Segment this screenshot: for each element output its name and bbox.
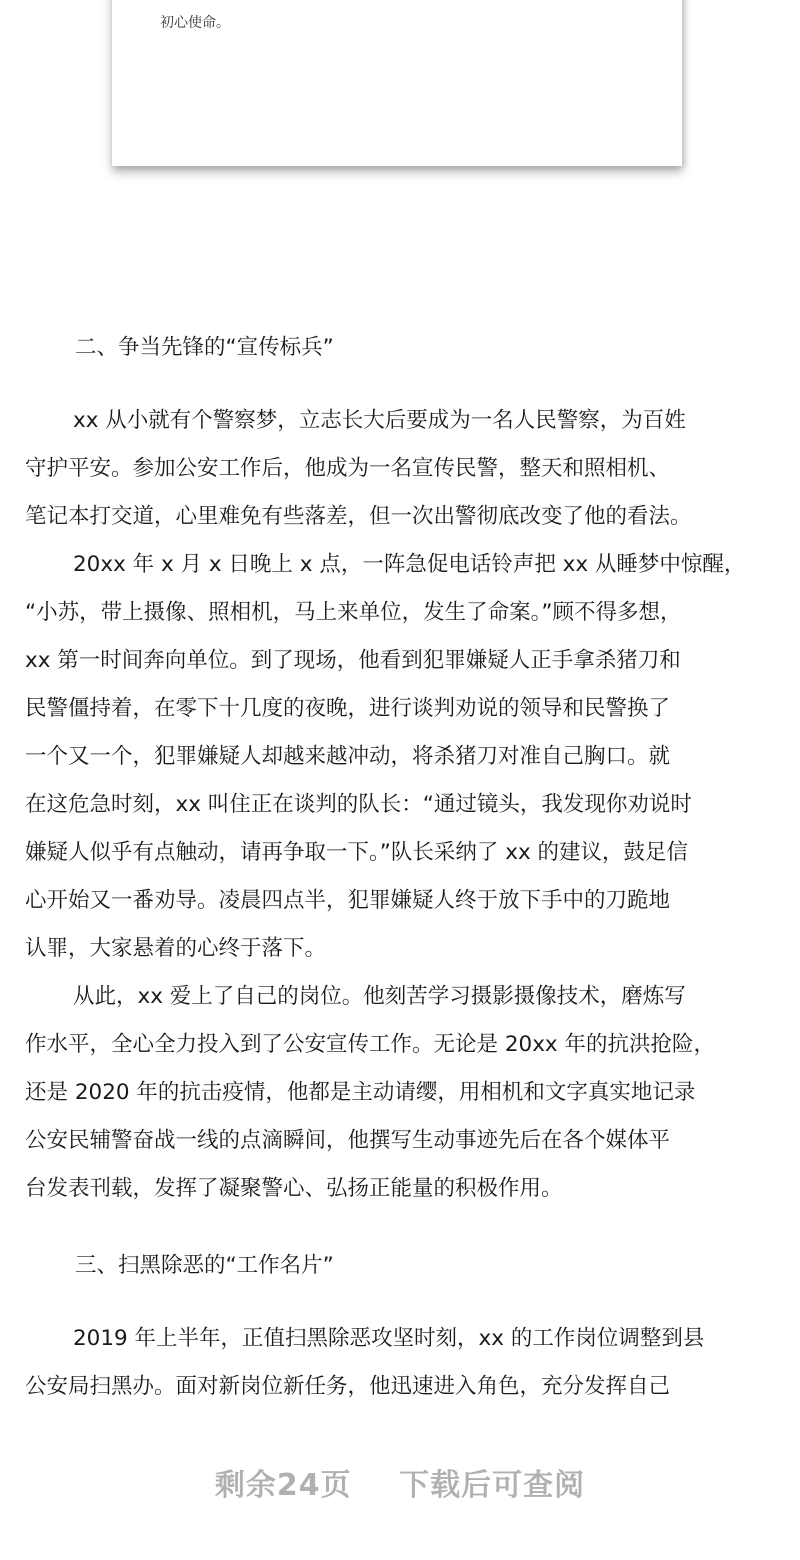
paragraph-line: 2019 年上半年，正值扫黑除恶攻坚时刻，xx 的工作岗位调整到县 [73,1326,705,1351]
paragraph-line: 公安民辅警奋战一线的点滴瞬间，他撰写生动事迹先后在各个媒体平 [25,1128,671,1153]
card-line: 初心使命。 [160,15,230,31]
remaining-pages-label: 剩余24页 [214,1468,352,1503]
paragraph-line: 台发表刊载，发挥了凝聚警心、弘扬正能量的积极作用。 [25,1176,563,1201]
card-text [160,0,650,38]
paragraph-line: 20xx 年 x 月 x 日晚上 x 点，一阵急促电话铃声把 xx 从睡梦中惊醒， [73,552,746,577]
paragraph-line: 在这危急时刻，xx 叫住正在谈判的队长：“通过镜头，我发现你劝说时 [25,792,692,817]
paragraph-line: 心开始又一番劝导。凌晨四点半，犯罪嫌疑人终于放下手中的刀跪地 [25,888,671,913]
paragraph-line: 笔记本打交道，心里难免有些落差，但一次出警彻底改变了他的看法。 [25,504,692,529]
section-2-heading: 二、争当先锋的“宣传标兵” [75,335,334,360]
download-hint-label: 下载后可查阅 [399,1468,586,1503]
paragraph-line: 守护平安。参加公安工作后，他成为一名宣传民警，整天和照相机、 [25,456,671,481]
remaining-pages-notice[interactable] [0,1460,800,1504]
paragraph-line: 公安局扫黑办。面对新岗位新任务，他迅速进入角色，充分发挥自己 [25,1374,671,1399]
paragraph-line: 嫌疑人似乎有点触动，请再争取一下。”队长采纳了 xx 的建议，鼓足信 [25,840,689,865]
paragraph-line: 民警僵持着，在零下十几度的夜晚，进行谈判劝说的领导和民警换了 [25,696,671,721]
paragraph-line: 从此，xx 爱上了自己的岗位。他刻苦学习摄影摄像技术，磨炼写 [73,984,686,1009]
paragraph-line: xx 第一时间奔向单位。到了现场，他看到犯罪嫌疑人正手拿杀猪刀和 [25,648,681,673]
previous-page-card [112,0,682,166]
section-3-heading: 三、扫黑除恶的“工作名片” [75,1253,334,1278]
paragraph-line: 认罪，大家悬着的心终于落下。 [25,936,327,961]
paragraph-line: 作水平，全心全力投入到了公安宣传工作。无论是 20xx 年的抗洪抢险， [25,1032,715,1057]
paragraph-line: 一个又一个，犯罪嫌疑人却越来越冲动，将杀猪刀对准自己胸口。就 [25,744,671,769]
paragraph-line: “小苏，带上摄像、照相机，马上来单位，发生了命案。”顾不得多想， [25,600,682,625]
paragraph-line: xx 从小就有个警察梦，立志长大后要成为一名人民警察，为百姓 [73,408,686,433]
card-line [160,0,650,8]
paragraph-line: 还是 2020 年的抗击疫情，他都是主动请缨，用相机和文字真实地记录 [25,1080,696,1105]
